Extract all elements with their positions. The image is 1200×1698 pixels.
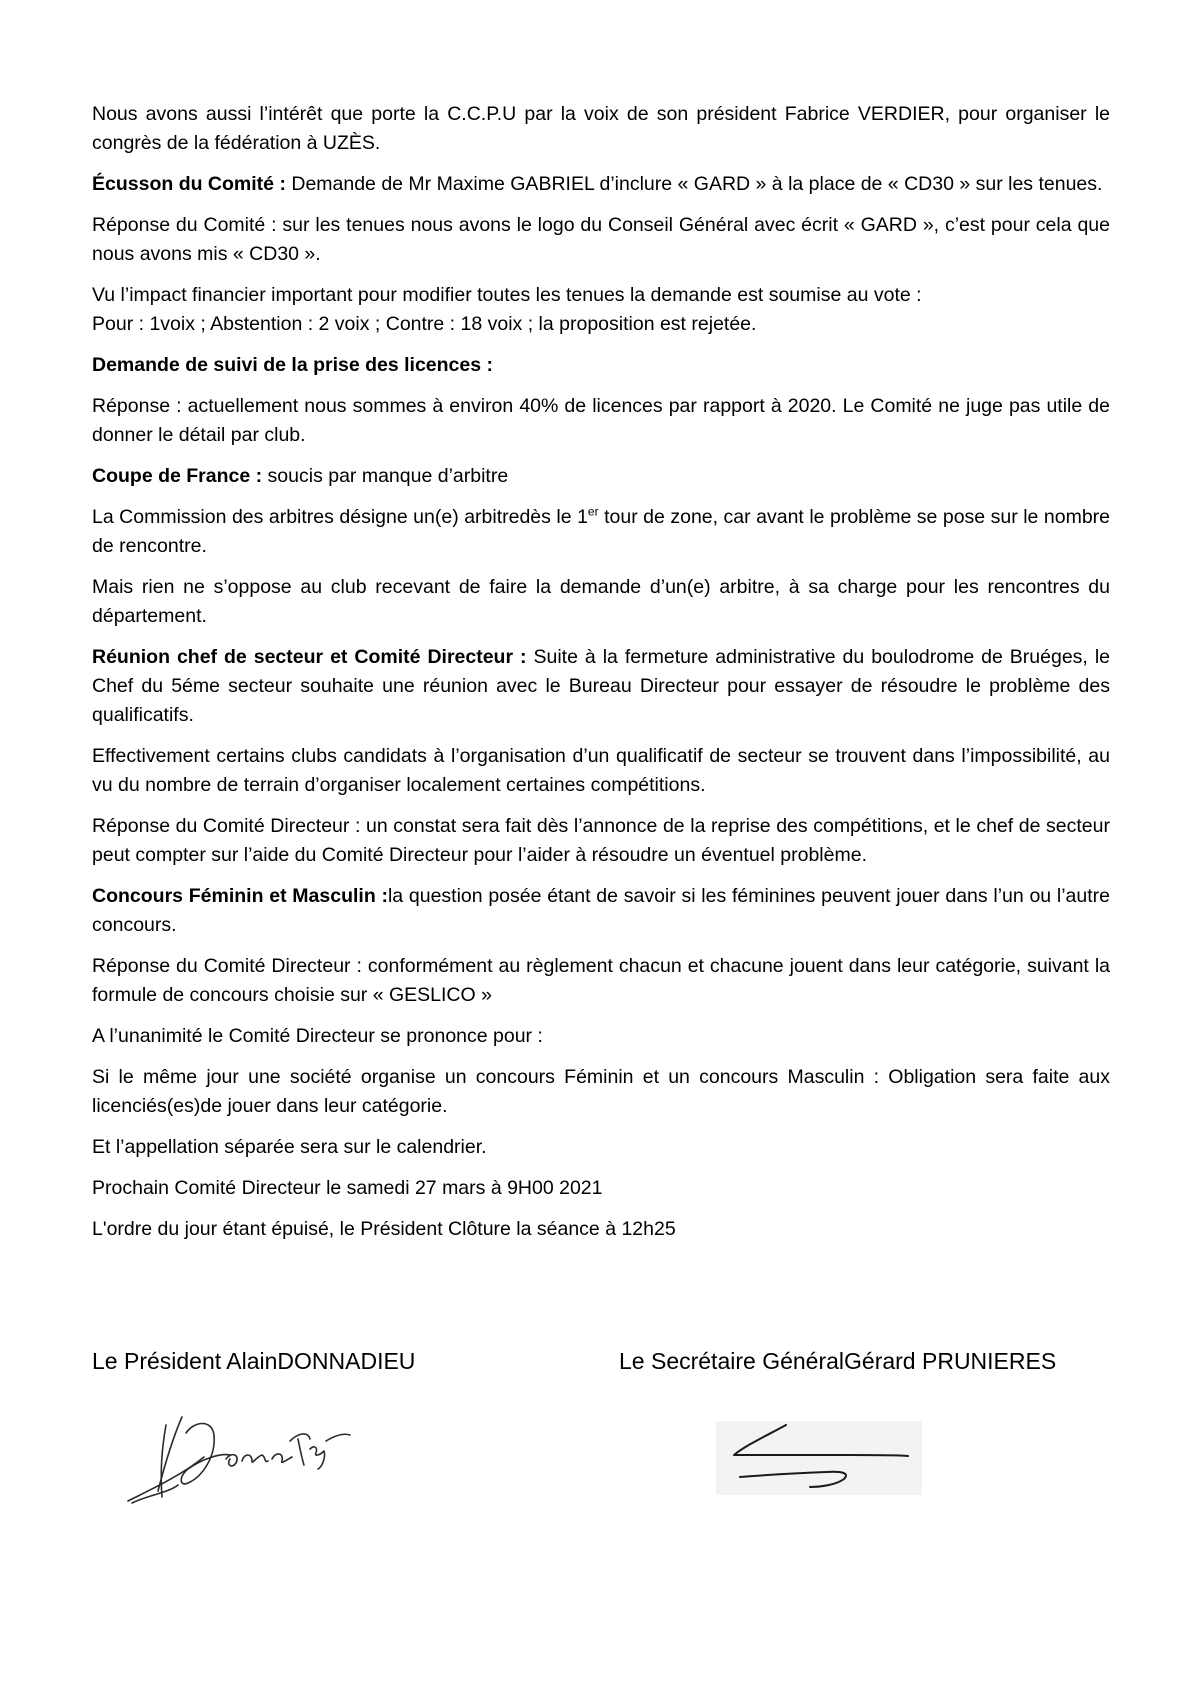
secretary-title: Le Secrétaire GénéralGérard PRUNIERES: [619, 1348, 1057, 1374]
paragraph-text: L'ordre du jour étant épuisé, le Président Clôture la séance à 12h25: [92, 1218, 676, 1240]
section-heading-coupe-de-france: Coupe de France :: [92, 465, 263, 487]
paragraph-closing: [92, 1215, 1110, 1244]
paragraph-text: Réponse du Comité Directeur : un constat sera fait dès l’annonce de la reprise des compétitions, et le chef de secteur peut compter sur l’aide du Comité Directeur pour l’aider à résoudre un éventuel problème.: [92, 815, 1110, 866]
paragraph-text: soucis par manque d’arbitre: [262, 465, 509, 487]
paragraph-licences-response: [92, 392, 1110, 450]
paragraph-text: Mais rien ne s’oppose au club recevant de faire la demande d’un(e) arbitre, à sa charge pour les rencontres du département.: [92, 576, 1110, 627]
secretary-signature-image: [716, 1421, 922, 1495]
paragraph-unanimite: [92, 1022, 1110, 1051]
paragraph-appellation: [92, 1133, 1110, 1162]
paragraph-next-meeting: [92, 1174, 1110, 1203]
president-signature-image: [122, 1405, 354, 1513]
superscript-er: er: [587, 504, 599, 519]
section-heading-licences: Demande de suivi de la prise des licences :: [92, 354, 494, 376]
paragraph-text: Prochain Comité Directeur le samedi 27 mars à 9H00 2021: [92, 1177, 603, 1199]
section-heading-concours: Concours Féminin et Masculin :: [92, 885, 388, 907]
paragraph-text: Réponse du Comité : sur les tenues nous avons le logo du Conseil Général avec écrit « GARD », c’est pour cela que nous avons mis « CD30 ».: [92, 214, 1110, 265]
section-heading-ecusson: Écusson du Comité :: [92, 173, 286, 195]
paragraph-vote: [92, 281, 1110, 339]
vote-intro: Vu l’impact financier important pour modifier toutes les tenues la demande est soumise au vote :: [92, 284, 922, 306]
president-title: Le Président AlainDONNADIEU: [92, 1348, 416, 1374]
paragraph-concours: [92, 882, 1110, 940]
paragraph-secteur-response: [92, 812, 1110, 870]
paragraph-text: Nous avons aussi l’intérêt que porte la C.C.P.U par la voix de son président Fabrice VERDIER, pour organiser le congrès de la fédération à UZÈS.: [92, 103, 1110, 154]
paragraph-text: Suite à la fermeture administrative du boulodrome de Bruéges, le Chef du 5éme secteur souhaite une réunion avec le Bureau Directeur pour essayer de résoudre le problème des qualificatifs.: [92, 646, 1110, 726]
paragraph-reunion-secteur: [92, 643, 1110, 730]
paragraph-text: Et l’appellation séparée sera sur le calendrier.: [92, 1136, 487, 1158]
paragraph-text: Demande de Mr Maxime GABRIEL d’inclure « GARD » à la place de « CD30 » sur les tenues.: [285, 173, 1103, 195]
paragraph-qualificatif: [92, 742, 1110, 800]
paragraph-text: la question posée étant de savoir si les féminines peuvent jouer dans l’un ou l’autre concours.: [92, 885, 1110, 936]
paragraph-coupe-de-france: [92, 462, 1110, 491]
paragraph-text: Réponse du Comité Directeur : conformément au règlement chacun et chacune jouent dans leur catégorie, suivant la formule de concours choisie sur « GESLICO »: [92, 955, 1110, 1006]
paragraph-arbitres: [92, 503, 1110, 561]
paragraph-ecusson-response: [92, 211, 1110, 269]
paragraph-text: A l’unanimité le Comité Directeur se prononce pour :: [92, 1025, 543, 1047]
paragraph-text: tour de zone, car avant le problème se pose sur le nombre de rencontre.: [92, 506, 1110, 557]
paragraph-text: La Commission des arbitres désigne un(e) arbitredès le 1: [92, 506, 588, 528]
section-heading-reunion-secteur: Réunion chef de secteur et Comité Directeur :: [92, 646, 527, 668]
paragraph-text: Réponse : actuellement nous sommes à environ 40% de licences par rapport à 2020. Le Comité ne juge pas utile de donner le détail par club.: [92, 395, 1110, 446]
paragraph-congress: [92, 100, 1110, 158]
paragraph-text: Si le même jour une société organise un concours Féminin et un concours Masculin : Obligation sera faite aux licenciés(es)de jouer dans leur catégorie.: [92, 1066, 1110, 1117]
paragraph-concours-response: [92, 952, 1110, 1010]
paragraph-club-arbitre: [92, 573, 1110, 631]
paragraph-ecusson: [92, 170, 1110, 199]
paragraph-text: Effectivement certains clubs candidats à l’organisation d’un qualificatif de secteur se trouvent dans l’impossibilité, au vu du nombre de terrain d’organiser localement certaines compétitions.: [92, 745, 1110, 796]
paragraph-obligation: [92, 1063, 1110, 1121]
vote-result: Pour : 1voix ; Abstention : 2 voix ; Contre : 18 voix ; la proposition est rejetée.: [92, 313, 757, 335]
paragraph-licences-heading: [92, 351, 1110, 380]
minutes-body: [92, 100, 1110, 1256]
